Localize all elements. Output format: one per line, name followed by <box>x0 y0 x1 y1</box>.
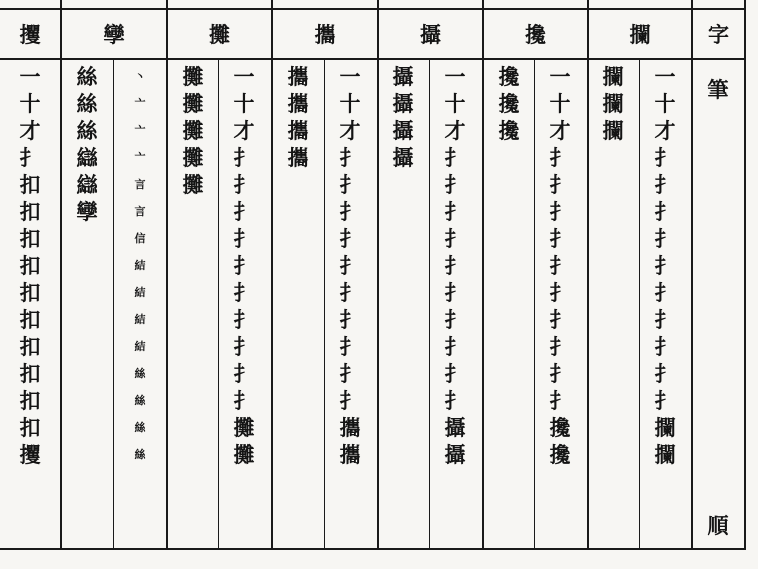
rule-sub-4 <box>429 60 430 548</box>
header-char-3: 攤 <box>209 22 230 47</box>
stroke-column-13 <box>645 66 685 471</box>
stroke-step: 攙 <box>498 91 520 116</box>
stroke-column-7 <box>330 66 370 471</box>
stroke-step: 扌 <box>233 307 255 332</box>
stroke-step: 攤 <box>182 64 204 89</box>
stroke-step: 攤 <box>182 91 204 116</box>
stroke-step: 扌 <box>549 280 571 305</box>
rule-v-6 <box>587 0 589 550</box>
stroke-step: 十 <box>444 91 466 116</box>
rule-v-5 <box>482 0 484 550</box>
stroke-step: 扣 <box>19 226 41 251</box>
stroke-step: 攤 <box>233 442 255 467</box>
stroke-step: 扌 <box>339 199 361 224</box>
stroke-step: 扌 <box>549 226 571 251</box>
stroke-step: 攔 <box>602 118 624 143</box>
stroke-step: 扌 <box>549 172 571 197</box>
stroke-step: 絲 <box>76 64 98 89</box>
stroke-step: 絲 <box>134 421 146 434</box>
stroke-step: 扌 <box>549 307 571 332</box>
stroke-step: 扌 <box>339 307 361 332</box>
stroke-step: 扌 <box>444 334 466 359</box>
stroke-step: 攤 <box>233 415 255 440</box>
stroke-step: 扌 <box>233 145 255 170</box>
header-char-5: 攝 <box>420 22 441 47</box>
stroke-step: 才 <box>233 118 255 143</box>
stroke-step: 一 <box>444 64 466 89</box>
stroke-step: 扌 <box>549 199 571 224</box>
stroke-step: 絲 <box>76 91 98 116</box>
stroke-step: 扣 <box>19 361 41 386</box>
stroke-step: 扌 <box>549 145 571 170</box>
stroke-step: 扌 <box>444 199 466 224</box>
stroke-step: 十 <box>233 91 255 116</box>
stroke-column-12 <box>594 66 632 147</box>
stroke-step: 扌 <box>339 253 361 278</box>
stroke-step: 䜌 <box>76 145 98 170</box>
stroke-step: 才 <box>654 118 676 143</box>
stroke-step: 孿 <box>76 199 98 224</box>
stroke-step: 扌 <box>233 388 255 413</box>
stroke-step: 扌 <box>339 361 361 386</box>
stroke-step: 扌 <box>233 253 255 278</box>
stroke-step: 扌 <box>549 334 571 359</box>
stroke-step: 扌 <box>339 388 361 413</box>
stroke-step: 扌 <box>549 361 571 386</box>
stroke-step: 攙 <box>549 415 571 440</box>
stroke-step: 扌 <box>339 226 361 251</box>
stroke-column-8 <box>384 66 422 174</box>
stroke-column-1 <box>12 66 48 471</box>
stroke-step: 攙 <box>549 442 571 467</box>
stroke-step: 亠 <box>134 151 146 164</box>
rule-sub-6 <box>639 60 640 548</box>
stroke-step: 攝 <box>392 118 414 143</box>
stroke-step: 扌 <box>549 253 571 278</box>
stroke-step: 扌 <box>233 199 255 224</box>
stroke-step: 攜 <box>287 91 309 116</box>
stroke-step: 攜 <box>339 442 361 467</box>
stroke-step: 結 <box>134 340 146 353</box>
stroke-step: 扌 <box>233 226 255 251</box>
stroke-step: 攝 <box>444 415 466 440</box>
stroke-step: 扌 <box>233 172 255 197</box>
stroke-step: 才 <box>339 118 361 143</box>
stroke-label-top: 筆 <box>707 77 729 102</box>
header-char-1: 攫 <box>19 22 41 47</box>
stroke-step: 扣 <box>19 253 41 278</box>
rule-sub-5 <box>534 60 535 548</box>
stroke-step: 一 <box>233 64 255 89</box>
stroke-step: 十 <box>339 91 361 116</box>
stroke-step: 攝 <box>392 91 414 116</box>
stroke-step: 扌 <box>654 334 676 359</box>
stroke-step: 扌 <box>444 388 466 413</box>
stroke-step: 絲 <box>76 118 98 143</box>
stroke-step: 䜌 <box>76 172 98 197</box>
stroke-column-10 <box>490 66 528 147</box>
stroke-step: 結 <box>134 286 146 299</box>
stroke-step: 扌 <box>339 145 361 170</box>
stroke-step: 扌 <box>654 253 676 278</box>
rule-v-3 <box>271 0 273 550</box>
stroke-step: 扌 <box>444 145 466 170</box>
stroke-step: 扌 <box>549 388 571 413</box>
stroke-step: 一 <box>654 64 676 89</box>
stroke-step: 扌 <box>444 253 466 278</box>
stroke-step: 扣 <box>19 307 41 332</box>
stroke-column-11 <box>540 66 580 471</box>
header-char-7: 攔 <box>629 22 651 47</box>
stroke-step: 一 <box>339 64 361 89</box>
stroke-column-2 <box>68 66 106 228</box>
stroke-column-3 <box>118 66 162 471</box>
stroke-step: 扌 <box>19 145 41 170</box>
stroke-step: 攤 <box>182 118 204 143</box>
stroke-step: 扌 <box>654 388 676 413</box>
stroke-step: 才 <box>19 118 41 143</box>
stroke-step: 攝 <box>444 442 466 467</box>
rule-sub-3 <box>324 60 325 548</box>
stroke-step: 攔 <box>654 415 676 440</box>
stroke-step: 一 <box>19 64 41 89</box>
stroke-step: 言 <box>134 205 146 218</box>
stroke-step: 一 <box>549 64 571 89</box>
rule-header-bottom <box>0 58 745 60</box>
stroke-step: 扣 <box>19 172 41 197</box>
stroke-step: 扌 <box>654 307 676 332</box>
stroke-step: 扌 <box>339 172 361 197</box>
stroke-step: 攙 <box>498 118 520 143</box>
stroke-step: 攔 <box>602 91 624 116</box>
stroke-step: 攜 <box>339 415 361 440</box>
stroke-column-9 <box>435 66 475 471</box>
stroke-step: 言 <box>134 178 146 191</box>
stroke-step: 亠 <box>134 124 146 137</box>
stroke-step: 扌 <box>444 172 466 197</box>
stroke-step: 十 <box>19 91 41 116</box>
stroke-step: 信 <box>134 232 146 245</box>
stroke-step: 扌 <box>444 280 466 305</box>
header-char-6: 攙 <box>525 22 546 47</box>
rule-v-2 <box>166 0 168 550</box>
stroke-step: 才 <box>549 118 571 143</box>
stroke-step: 丶 <box>134 70 146 83</box>
stroke-step: 攝 <box>392 64 414 89</box>
rule-v-1 <box>60 0 62 550</box>
stroke-step: 攜 <box>287 145 309 170</box>
stroke-step: 攔 <box>654 442 676 467</box>
rule-v-4 <box>377 0 379 550</box>
stroke-step: 扌 <box>444 226 466 251</box>
stroke-column-6 <box>279 66 317 174</box>
stroke-step: 攤 <box>182 145 204 170</box>
stroke-step: 絲 <box>134 448 146 461</box>
rule-table-bottom <box>0 548 745 550</box>
stroke-column-4 <box>174 66 212 201</box>
stroke-step: 扌 <box>654 145 676 170</box>
stroke-step: 才 <box>444 118 466 143</box>
stroke-step: 結 <box>134 313 146 326</box>
stroke-step: 扌 <box>654 172 676 197</box>
stroke-step: 攔 <box>602 64 624 89</box>
stroke-step: 攝 <box>392 145 414 170</box>
stroke-step: 扣 <box>19 415 41 440</box>
rule-sub-2 <box>218 60 219 548</box>
stroke-step: 扌 <box>444 307 466 332</box>
stroke-step: 扣 <box>19 199 41 224</box>
stroke-step: 攜 <box>287 118 309 143</box>
stroke-step: 扣 <box>19 334 41 359</box>
stroke-step: 扌 <box>654 361 676 386</box>
header-label: 字 <box>708 22 729 47</box>
stroke-step: 絲 <box>134 367 146 380</box>
stroke-step: 扌 <box>444 361 466 386</box>
stroke-step: 扣 <box>19 280 41 305</box>
stroke-step: 扌 <box>654 280 676 305</box>
rule-v-8 <box>744 0 746 550</box>
stroke-step: 絲 <box>134 394 146 407</box>
stroke-step: 扌 <box>339 280 361 305</box>
stroke-step: 扌 <box>339 334 361 359</box>
stroke-step: 扣 <box>19 388 41 413</box>
stroke-step: 扌 <box>233 334 255 359</box>
stroke-step: 扌 <box>654 199 676 224</box>
stroke-step: 結 <box>134 259 146 272</box>
rule-sub-1 <box>113 60 114 548</box>
header-char-4: 攜 <box>314 22 336 47</box>
stroke-step: 攙 <box>498 64 520 89</box>
stroke-step: 攜 <box>287 64 309 89</box>
stroke-column-5 <box>224 66 264 471</box>
stroke-step: 扌 <box>233 361 255 386</box>
stroke-step: 扌 <box>654 226 676 251</box>
header-char-2: 孿 <box>103 22 125 47</box>
order-label-bottom: 順 <box>707 513 729 538</box>
stroke-step: 扌 <box>233 280 255 305</box>
stroke-step: 十 <box>549 91 571 116</box>
stroke-step: 攫 <box>19 442 41 467</box>
stroke-step: 十 <box>654 91 676 116</box>
stroke-step: 攤 <box>182 172 204 197</box>
stroke-step: 亠 <box>134 97 146 110</box>
